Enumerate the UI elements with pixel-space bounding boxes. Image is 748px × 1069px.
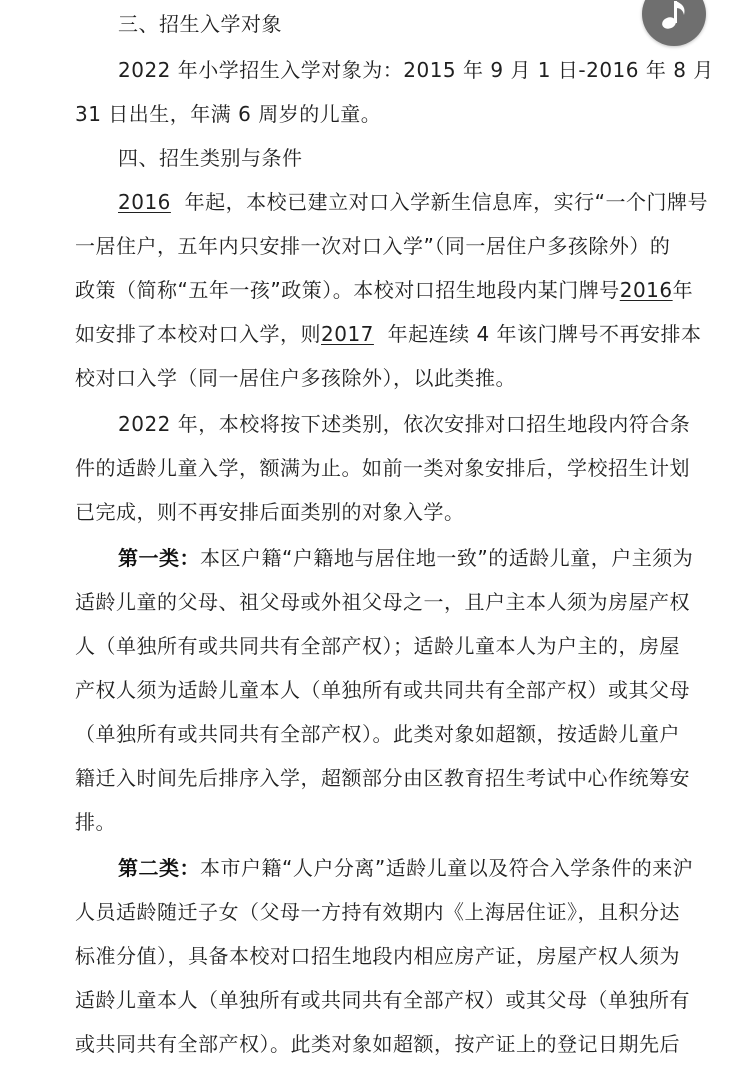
paragraph-line (118, 188, 748, 216)
paragraph-text: 年 (672, 278, 694, 302)
paragraph-text: 年起，本校已建立对口入学新生信息库，实行“一个门牌号 (170, 190, 708, 214)
paragraph-line: 籍迁入时间先后排序入学，超额部分由区教育招生考试中心作统筹安 (75, 766, 690, 790)
paragraph-line: 人员适龄随迁子女（父母一方持有效期内《上海居住证》，且积分达 (75, 900, 680, 924)
paragraph-line: 人（单独所有或共同共有全部产权）；适龄儿童本人为户主的，房屋 (75, 634, 680, 658)
paragraph-line: 适龄儿童本人（单独所有或共同共有全部产权）或其父母（单独所有 (75, 988, 690, 1012)
category-label: 第一类： (118, 546, 200, 570)
paragraph-line: 排。 (75, 810, 116, 834)
paragraph-text: 年起连续 4 年该门牌号不再安排本 (373, 322, 702, 346)
section-heading-categories: 四、招生类别与条件 (118, 146, 303, 170)
paragraph-text: 本市户籍“人户分离”适龄儿童以及符合入学条件的来沪 (200, 856, 694, 880)
paragraph-line: 产权人须为适龄儿童本人（单独所有或共同共有全部产权）或其父母 (75, 678, 690, 702)
paragraph-line: 一居住户，五年内只安排一次对口入学”（同一居住户多孩除外）的 (75, 234, 671, 258)
paragraph-line: 标准分值），具备本校对口招生地段内相应房产证，房屋产权人须为 (75, 944, 680, 968)
music-note-icon (660, 0, 688, 31)
paragraph-line (75, 320, 748, 348)
paragraph-line: 适龄儿童的父母、祖父母或外祖父母之一，且户主本人须为房屋产权 (75, 590, 690, 614)
paragraph-line: 2022 年，本校将按下述类别，依次安排对口招生地段内符合条 (118, 412, 691, 436)
paragraph-line: 2022 年小学招生入学对象为：2015 年 9 月 1 日-2016 年 8 月 (118, 58, 714, 82)
underlined-year: 2016 (619, 278, 673, 302)
paragraph-line (118, 544, 748, 572)
category-label: 第二类： (118, 856, 200, 880)
paragraph-text: 本区户籍“户籍地与居住地一致”的适龄儿童，户主须为 (200, 546, 694, 570)
paragraph-line (118, 854, 748, 882)
paragraph-line: 校对口入学（同一居住户多孩除外），以此类推。 (75, 366, 516, 390)
paragraph-line: 已完成，则不再安排后面类别的对象入学。 (75, 500, 465, 524)
paragraph-text: 政策（简称“五年一孩”政策）。本校对口招生地段内某门牌号 (75, 278, 620, 302)
paragraph-line: 31 日出生，年满 6 周岁的儿童。 (75, 102, 382, 126)
paragraph-line: 或共同共有全部产权）。此类对象如超额，按产证上的登记日期先后 (75, 1032, 680, 1056)
paragraph-text: 如安排了本校对口入学，则 (75, 322, 321, 346)
section-heading-enrollment-targets: 三、招生入学对象 (118, 12, 282, 36)
paragraph-line (75, 276, 748, 304)
underlined-year: 2017 (321, 322, 374, 346)
underlined-year: 2016 (118, 190, 171, 214)
paragraph-line: （单独所有或共同共有全部产权）。此类对象如超额，按适龄儿童户 (75, 722, 680, 746)
paragraph-line: 件的适龄儿童入学，额满为止。如前一类对象安排后，学校招生计划 (75, 456, 690, 480)
